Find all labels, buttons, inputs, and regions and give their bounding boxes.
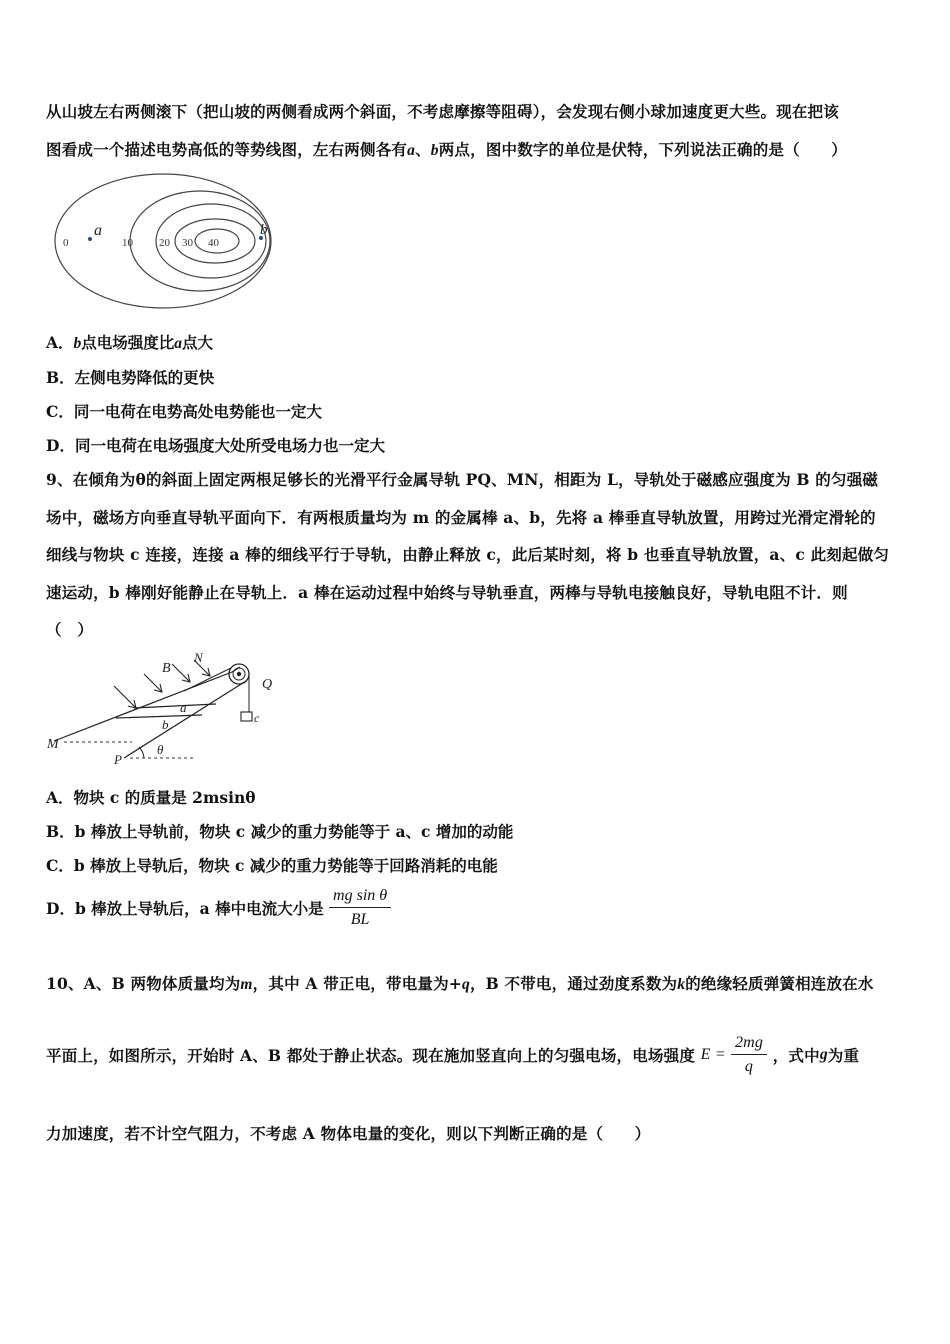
q8-option-a-var2: a <box>174 335 183 352</box>
q8-var-b: b <box>430 142 439 159</box>
contour-label-40: 40 <box>208 237 219 249</box>
q8-option-a-prefix: A． <box>46 333 74 352</box>
field-arrow-3 <box>172 664 190 682</box>
formula-lhs: E = <box>700 1046 726 1063</box>
equipotential-figure <box>50 168 280 318</box>
q8-option-c: C．同一电荷在电势高处电势能也一定大 <box>46 402 322 421</box>
q10-line1-a: 10、A、B 两物体质量均为 <box>46 974 241 993</box>
q8-option-a-post: 点大 <box>182 333 214 352</box>
q9-option-c: C．b 棒放上导轨后，物块 c 减少的重力势能等于回路消耗的电能 <box>46 856 498 875</box>
q9-text-line2: 场中，磁场方向垂直导轨平面向下．有两根质量均为 m 的金属棒 a、b，先将 a 棒垂直导轨放置，用跨过光滑定滑轮的 <box>46 508 876 527</box>
q10-text-line1 <box>46 972 874 994</box>
q8-text-line1: 从山坡左右两侧滚下（把山坡的两侧看成两个斜面，不考虑摩擦等阻碍），会发现右侧小球加速度更大些。现在把该 <box>46 102 839 121</box>
contour-label-0: 0 <box>63 237 69 249</box>
formula-fraction <box>731 1034 767 1076</box>
contour-10 <box>130 191 270 291</box>
point-b-label: b <box>260 222 268 238</box>
label-M: M <box>47 737 59 752</box>
q8-sep: 、 <box>415 140 431 159</box>
q9-option-d-text: D．b 棒放上导轨后，a 棒中电流大小是 <box>46 899 324 918</box>
q10-text-line2 <box>46 1034 859 1076</box>
q8-line2-pre: 图看成一个描述电势高低的等势线图，左右两侧各有 <box>46 140 408 159</box>
q10-line2-b: ，式中 <box>772 1046 820 1065</box>
fraction-numerator: mg sin θ <box>329 887 391 908</box>
label-theta: θ <box>157 742 164 757</box>
q9-text-line4: 速运动，b 棒刚好能静止在导轨上．a 棒在运动过程中始终与导轨垂直，两棒与导轨电接触良好，导轨电阻不计．则 <box>46 583 848 602</box>
q10-line2-a: 平面上，如图所示，开始时 A、B 都处于静止状态。现在施加竖直向上的匀强电场，电场强度 <box>46 1046 696 1065</box>
q9-text-line5: （ ） <box>46 620 94 639</box>
q9-option-d-fraction <box>329 887 391 929</box>
point-a-dot <box>88 237 92 241</box>
contour-label-30: 30 <box>182 237 193 249</box>
electric-field-formula <box>701 1034 767 1076</box>
contour-label-10: 10 <box>122 237 133 249</box>
rail-PQ <box>124 681 246 758</box>
point-a-label: a <box>94 222 102 239</box>
q10-var-g: g <box>819 1046 828 1063</box>
formula-numerator: 2mg <box>731 1034 767 1055</box>
field-arrow-1 <box>114 686 136 708</box>
q8-line2-post: 两点，图中数字的单位是伏特，下列说法正确的是（ ） <box>438 140 847 159</box>
label-a: a <box>180 700 187 715</box>
block-c <box>241 712 252 721</box>
label-b: b <box>162 717 169 732</box>
q10-line1-c: ，B 不带电，通过劲度系数为 <box>469 974 678 993</box>
q10-line1-b: ，其中 A 带正电，带电量为+ <box>252 974 462 993</box>
contour-label-20: 20 <box>159 237 170 249</box>
label-Q: Q <box>262 677 273 692</box>
q10-var-m: m <box>240 976 253 993</box>
q9-option-d <box>46 887 391 929</box>
q10-var-k: k <box>677 976 686 993</box>
label-N: N <box>194 650 203 665</box>
q8-text-line2 <box>46 138 847 160</box>
q10-text-line3: 力加速度，若不计空气阻力，不考虑 A 物体电量的变化，则以下判断正确的是（ ） <box>46 1124 651 1143</box>
field-arrow-2 <box>144 674 162 692</box>
q8-var-a: a <box>407 142 416 159</box>
q8-option-d: D．同一电荷在电场强度大处所受电场力也一定大 <box>46 436 385 455</box>
label-B: B <box>162 661 171 676</box>
string-to-pulley <box>184 668 231 691</box>
label-P: P <box>114 752 122 767</box>
formula-denominator: q <box>744 1058 754 1075</box>
q8-option-a <box>46 331 213 353</box>
q10-line1-d: 的绝缘轻质弹簧相连放在水 <box>685 974 874 993</box>
q10-var-q: q <box>461 976 470 993</box>
pulley-axle <box>237 672 241 676</box>
q8-option-a-mid: 点电场强度比 <box>81 333 175 352</box>
q8-option-b: B．左侧电势降低的更快 <box>46 368 215 387</box>
q10-line2-c: 为重 <box>827 1046 860 1065</box>
inclined-rail-figure <box>44 646 289 774</box>
label-c: c <box>254 711 260 725</box>
fraction-denominator: BL <box>350 911 370 928</box>
q9-option-a: A．物块 c 的质量是 2msinθ <box>46 788 256 807</box>
q8-option-a-var1: b <box>73 335 82 352</box>
q9-text-line1: 9、在倾角为θ的斜面上固定两根足够长的光滑平行金属导轨 PQ、MN，相距为 L，导轨处于磁感应强度为 B 的匀强磁 <box>46 470 879 489</box>
q9-text-line3: 细线与物块 c 连接，连接 a 棒的细线平行于导轨，由静止释放 c，此后某时刻，将 b 也垂直导轨放置，a、c 此刻起做匀 <box>46 545 890 564</box>
q9-option-b: B．b 棒放上导轨前，物块 c 减少的重力势能等于 a、c 增加的动能 <box>46 822 514 841</box>
